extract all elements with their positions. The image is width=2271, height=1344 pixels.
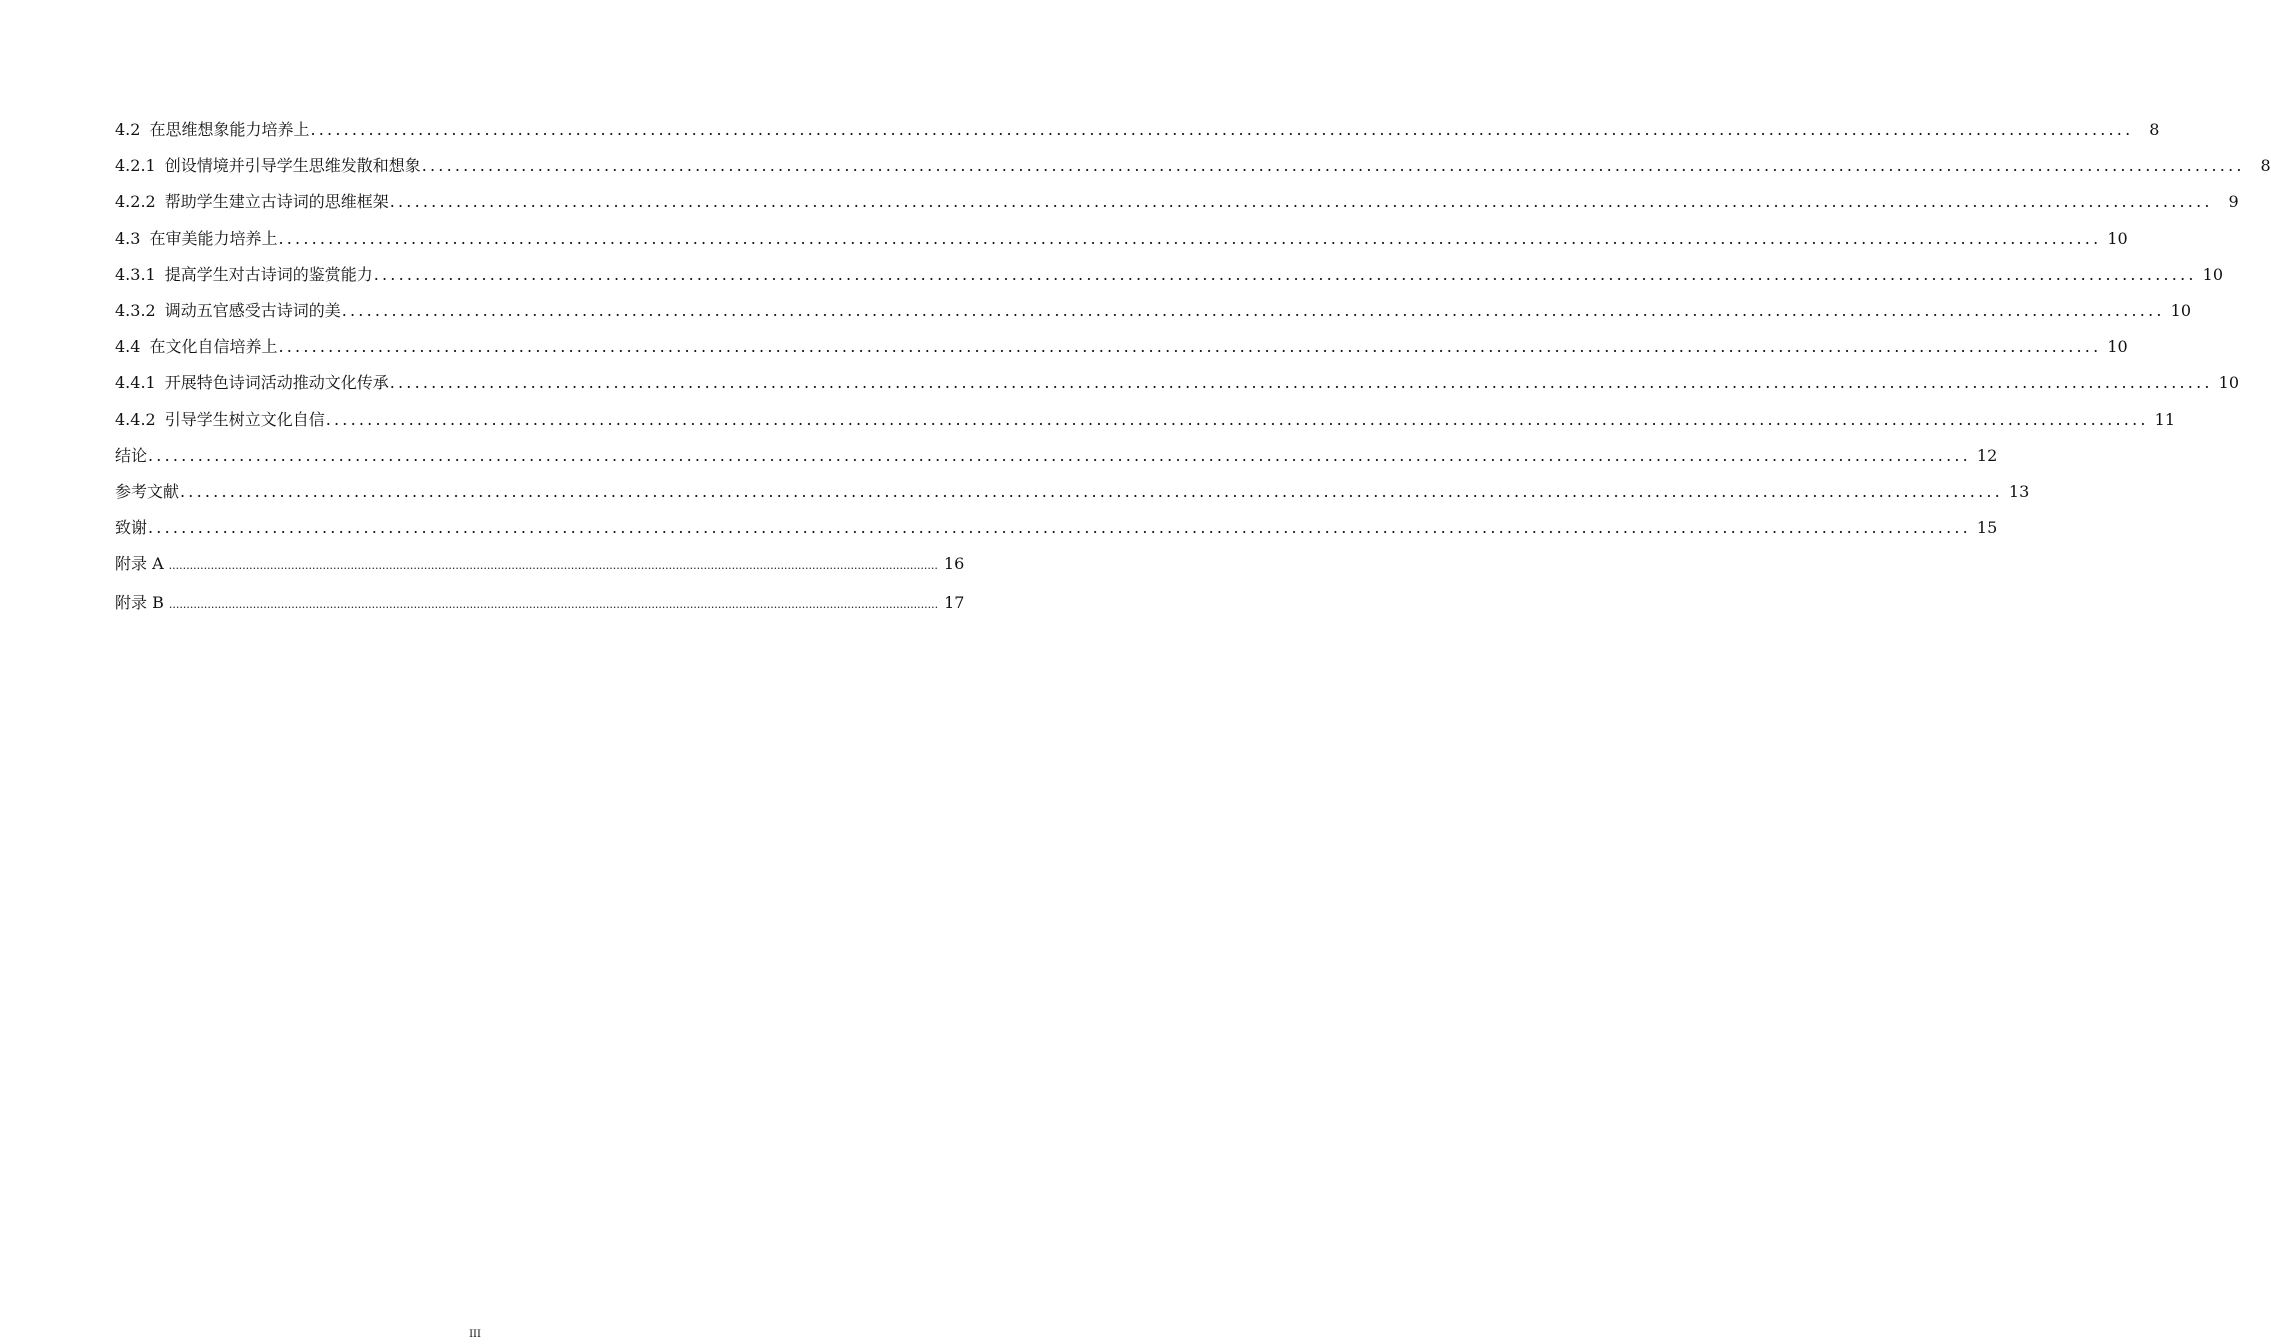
toc-entry-page: 8	[2149, 120, 2160, 139]
toc-entry-number: 4.4.1	[115, 373, 156, 393]
toc-entry-label: 在文化自信培养上	[149, 337, 278, 357]
toc-entry-references[interactable]	[115, 479, 2030, 515]
toc-entry-4-4[interactable]	[115, 334, 2128, 370]
toc-entry-number: 4.2.1	[115, 156, 156, 176]
toc-dot-leader: ............................................................................................................................................................................................................................	[278, 337, 2102, 357]
toc-entry-4-3[interactable]	[115, 226, 2128, 262]
toc-entry-title	[115, 407, 325, 433]
toc-entry-page: 11	[2154, 409, 2175, 429]
toc-dot-leader: ............................................................................................................................................................................................................................	[148, 518, 1971, 538]
toc-entry-number: 4.3.2	[115, 300, 156, 320]
toc-dot-leader: ............................................................................................................................................................................................................................	[389, 373, 2213, 393]
toc-entry-page: 10	[2218, 373, 2239, 393]
toc-entry-title	[115, 153, 421, 179]
toc-entry-acknowledgements[interactable]	[115, 515, 1998, 551]
toc-entry-label: 创设情境并引导学生思维发散和想象	[164, 156, 421, 176]
toc-entry-label: 附录 B	[115, 592, 164, 612]
toc-entry-number: 4.3	[115, 228, 141, 248]
toc-entry-label: 参考文献	[115, 481, 180, 501]
toc-entry-label: 在审美能力培养上	[149, 228, 278, 248]
toc-entry-number: 4.2	[115, 120, 141, 139]
toc-entry-title	[115, 334, 277, 360]
toc-entry-appendix-a[interactable]	[115, 551, 965, 590]
toc-entry-page: 10	[2170, 300, 2191, 320]
toc-entry-label: 帮助学生建立古诗词的思维框架	[164, 192, 389, 212]
toc-entry-page: 10	[2107, 228, 2128, 248]
toc-entry-label: 调动五官感受古诗词的美	[164, 300, 341, 320]
toc-entry-title	[115, 189, 389, 215]
toc-dot-leader: ............................................................................................................................................................................................................................	[148, 445, 1971, 465]
toc-dot-leader: ............................................................................................................................................................................................................................	[373, 264, 2197, 284]
toc-entry-number: 4.4	[115, 337, 141, 357]
toc-entry-label: 提高学生对古诗词的鉴赏能力	[164, 264, 373, 284]
toc-entry-title	[115, 370, 389, 396]
toc-entry-page: 9	[2228, 192, 2239, 212]
toc-entry-label: 附录 A	[115, 554, 164, 574]
toc-entry-title	[115, 117, 309, 143]
toc-entry-label: 在思维想象能力培养上	[149, 120, 310, 139]
toc-entry-number: 4.4.2	[115, 409, 156, 429]
toc-entry-4-4-1[interactable]	[115, 370, 2239, 406]
toc-entry-page: 8	[2260, 156, 2271, 176]
toc-dot-leader: ............................................................................................................................................................................................................................	[278, 228, 2102, 248]
toc-entry-4-4-2[interactable]	[115, 407, 2175, 443]
toc-entry-number: 4.3.1	[115, 264, 156, 284]
toc-entry-label: 结论	[115, 445, 148, 465]
toc-dot-leader: ............................................................................................................................................................................................................................	[168, 559, 938, 573]
toc-entry-4-2[interactable]	[115, 117, 2160, 153]
toc-entry-page: 16	[943, 554, 965, 574]
toc-dot-leader: ............................................................................................................................................................................................................................	[341, 300, 2165, 320]
toc-entry-title	[115, 298, 341, 324]
toc-entry-appendix-b[interactable]	[115, 590, 965, 629]
page-number: III	[469, 1329, 481, 1340]
toc-entry-page: 10	[2202, 264, 2223, 284]
toc-entry-4-3-2[interactable]	[115, 298, 2191, 334]
toc-entry-title	[115, 226, 277, 252]
toc-entry-4-2-1[interactable]	[115, 153, 2271, 189]
toc-entry-title	[115, 262, 373, 288]
toc-dot-leader: ............................................................................................................................................................................................................................	[325, 409, 2149, 429]
toc-entry-label: 引导学生树立文化自信	[164, 409, 325, 429]
toc-dot-leader: ............................................................................................................................................................................................................................	[389, 192, 2213, 212]
toc-entry-page: 13	[2008, 481, 2030, 501]
toc-entry-conclusion[interactable]	[115, 443, 1998, 479]
toc-dot-leader: ............................................................................................................................................................................................................................	[421, 156, 2245, 176]
toc-entry-label: 开展特色诗词活动推动文化传承	[164, 373, 389, 393]
toc-entry-4-3-1[interactable]	[115, 262, 2223, 298]
toc-dot-leader: ............................................................................................................................................................................................................................	[310, 120, 2134, 139]
toc-dot-leader: ............................................................................................................................................................................................................................	[168, 597, 939, 611]
toc-entry-page: 10	[2107, 337, 2128, 357]
table-of-contents	[115, 117, 2271, 628]
toc-entry-label: 致谢	[115, 518, 148, 538]
toc-entry-page: 12	[1976, 445, 1998, 465]
toc-dot-leader: ............................................................................................................................................................................................................................	[180, 481, 2003, 501]
toc-entry-page: 15	[1976, 518, 1998, 538]
toc-entry-4-2-2[interactable]	[115, 189, 2239, 225]
toc-entry-page: 17	[944, 592, 965, 612]
toc-entry-number: 4.2.2	[115, 192, 156, 212]
